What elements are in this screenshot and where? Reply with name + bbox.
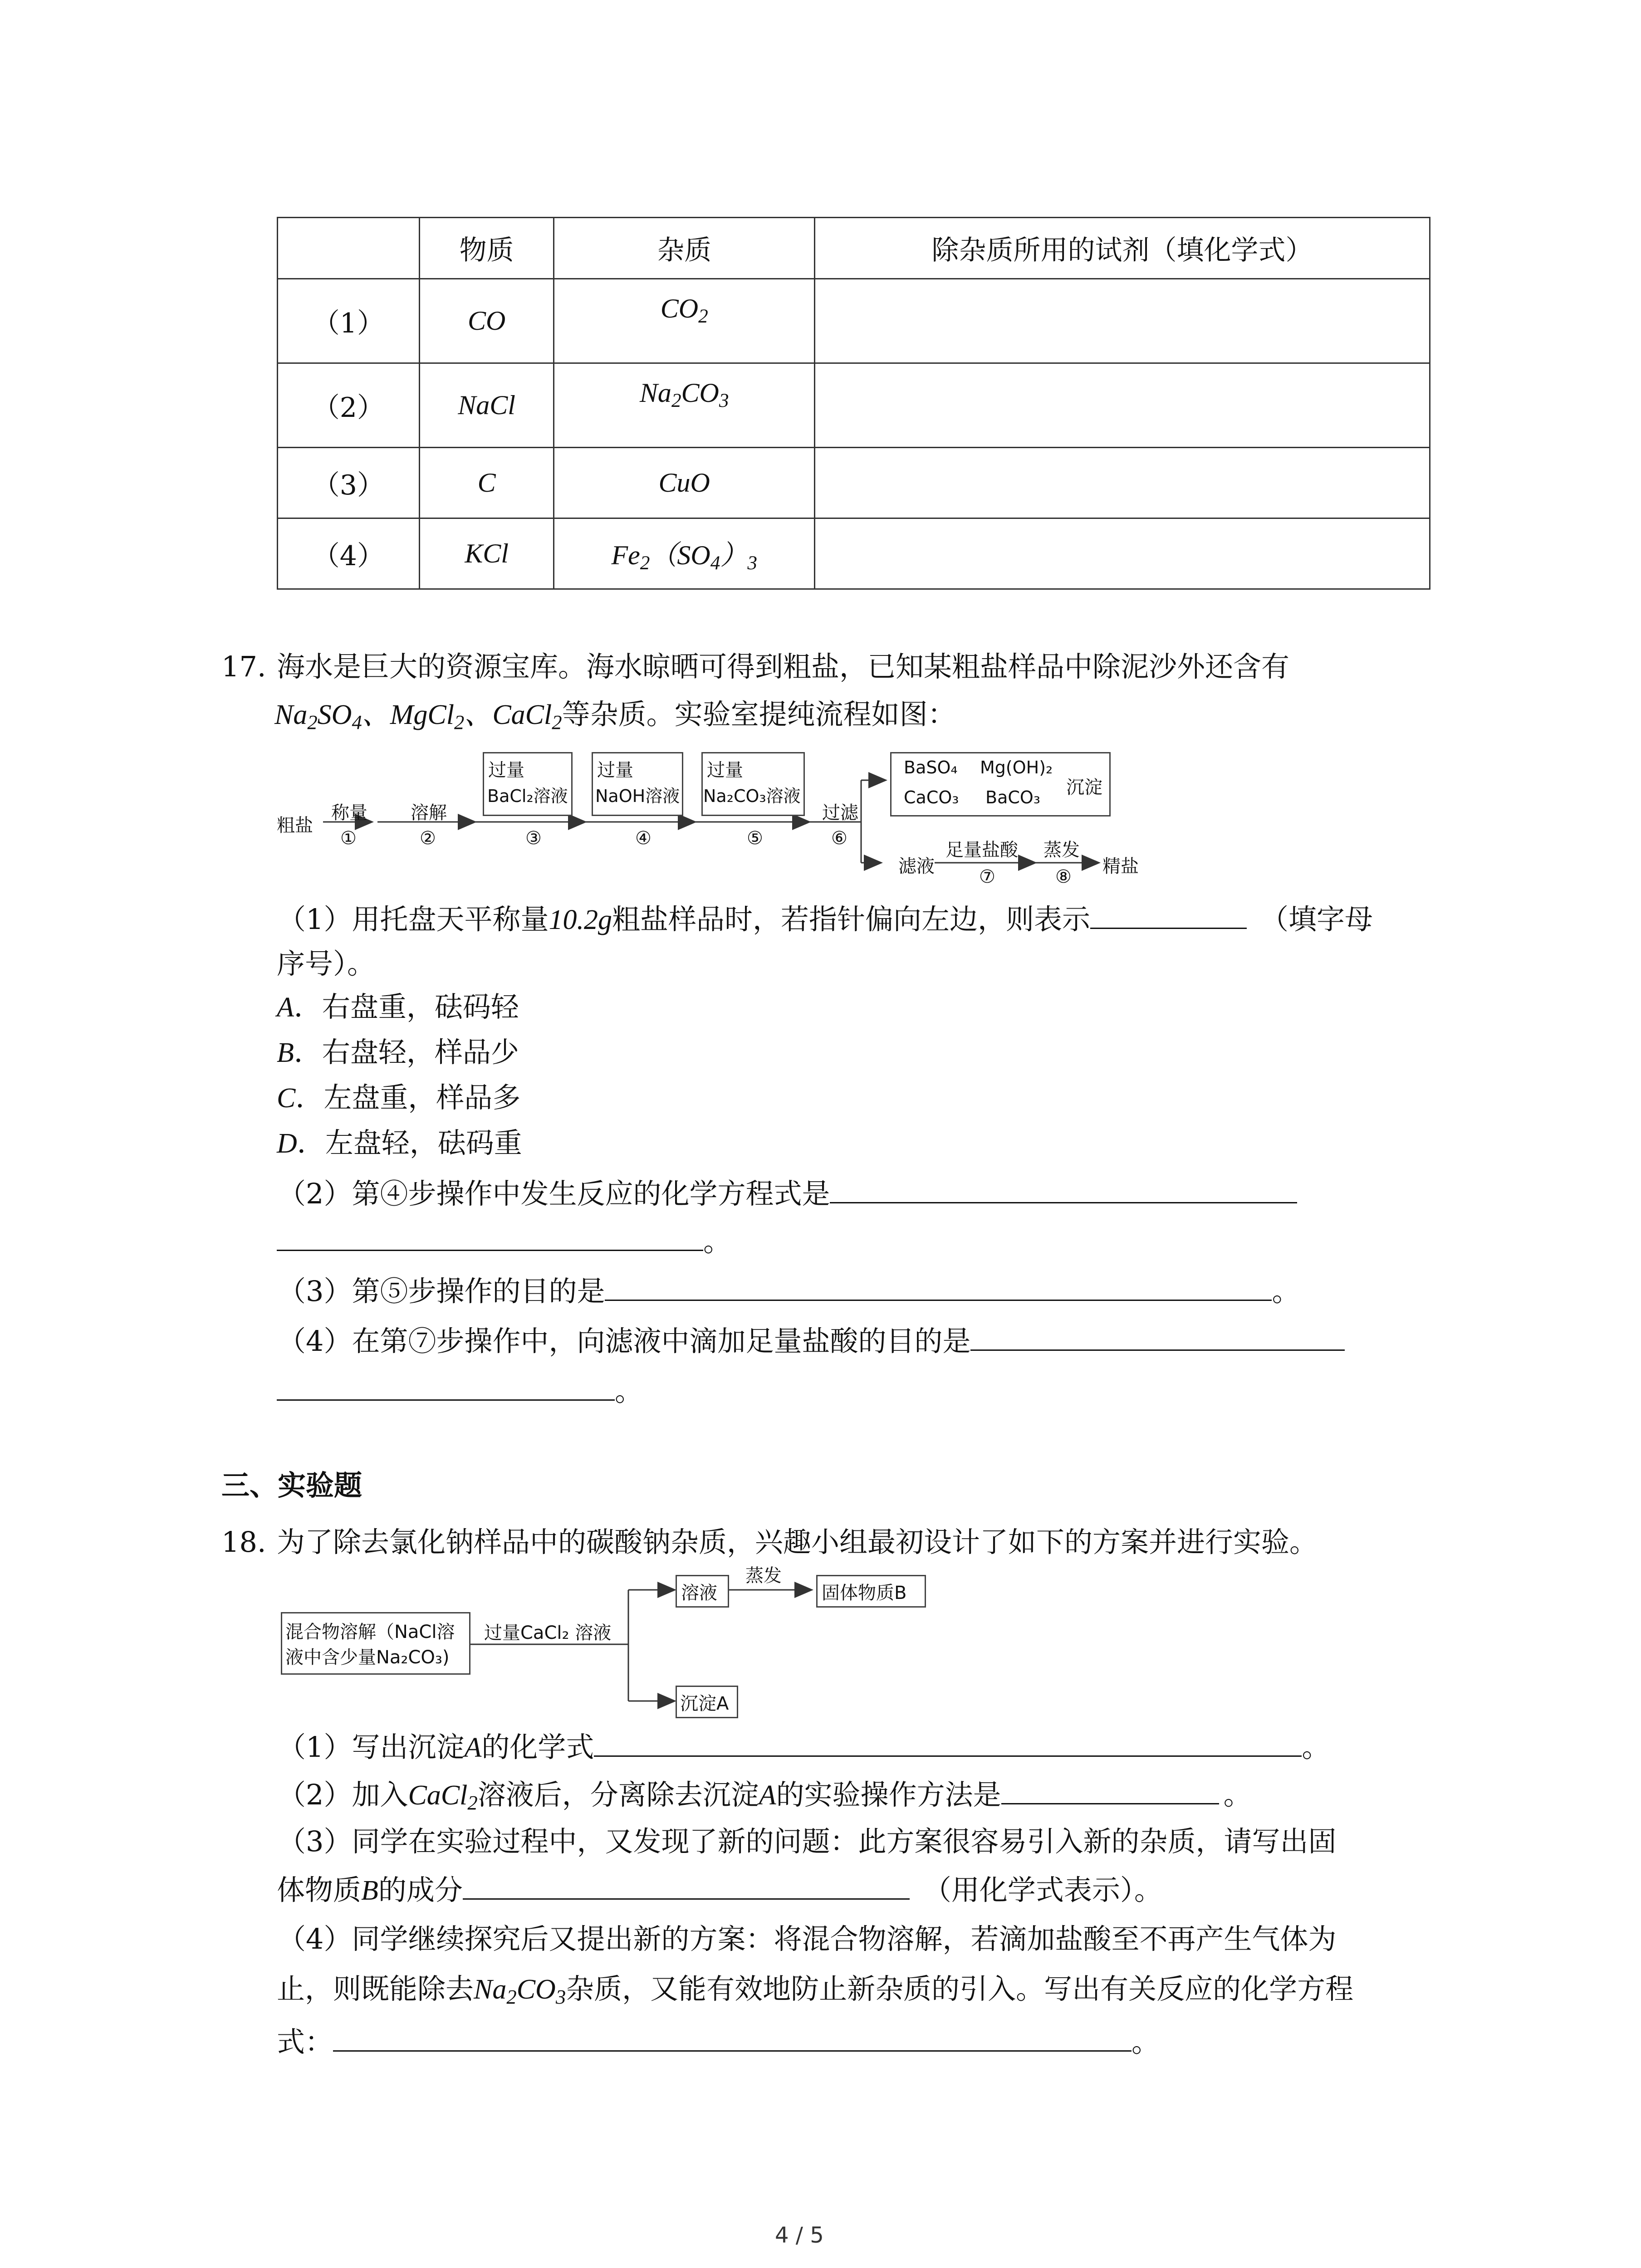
- table-header: [278, 218, 420, 279]
- q18-part2: （2）加入CaCl$_2$溶液后，分离除去沉淀A的实验操作方法是 。: [278, 1771, 1252, 1825]
- flow-step-label: 蒸发: [1043, 840, 1080, 860]
- row-number: （4）: [278, 518, 420, 589]
- q17-part1-cont: 序号）。: [277, 947, 376, 980]
- flow-step-label: 称量: [331, 802, 367, 823]
- solution-text: 溶液: [681, 1583, 717, 1603]
- reagent-cell: [814, 448, 1430, 518]
- q17-option-b: B．右盘轻，样品少: [277, 1036, 519, 1069]
- reagent-cell: [814, 518, 1430, 589]
- impurity-cell: $Na_2CO_3$: [554, 363, 814, 448]
- q18-stem: 为了除去氯化钠样品中的碳酸钠杂质，兴趣小组最初设计了如下的方案并进行实验。: [277, 1525, 1318, 1559]
- flow-step-num: ⑦: [979, 866, 995, 887]
- mixture-text: 液中含少量Na₂CO₃): [285, 1647, 450, 1668]
- answer-blank[interactable]: [1001, 1771, 1219, 1804]
- q17-part4: （4）在第⑦步操作中，向滤液中滴加足量盐酸的目的是: [278, 1318, 1345, 1364]
- q18-flow-diagram: [274, 1565, 955, 1719]
- substance-cell: C: [419, 448, 554, 518]
- answer-blank[interactable]: [605, 1268, 1272, 1301]
- reagent-cell: [814, 279, 1430, 363]
- q18-part1: （1）写出沉淀A的化学式 。: [278, 1724, 1330, 1770]
- table-row: [278, 279, 1430, 363]
- impurity-table: [277, 217, 1430, 590]
- flow-step-label: 过滤: [822, 802, 858, 823]
- mixture-text: 混合物溶解（NaCl溶: [285, 1622, 455, 1642]
- answer-blank[interactable]: [970, 1318, 1345, 1351]
- page-number: 4 / 5: [775, 2223, 824, 2248]
- q17-part3: （3）第⑤步操作的目的是 。: [278, 1268, 1300, 1314]
- q18-part4: （4）同学继续探究后又提出新的方案：将混合物溶解，若滴加盐酸至不再产生气体为: [278, 1922, 1337, 1955]
- flow-step-num: ⑤: [747, 828, 763, 849]
- flow-precipitate-label: 沉淀: [1066, 777, 1102, 798]
- flow-step-num: ⑥: [831, 828, 847, 849]
- q17-stem-line2: $Na_2SO_4$、MgCl$_2$、CaCl$_2$等杂质。实验室提纯流程如图：: [274, 698, 956, 734]
- flow-step-num: ①: [340, 828, 357, 849]
- impurity-cell: $CO_2$: [554, 279, 814, 363]
- table-header: 除杂质所用的试剂（填化学式）: [814, 218, 1430, 279]
- row-number: （1）: [278, 279, 420, 363]
- flow-step-label: 溶解: [411, 802, 447, 823]
- flow-box-text: 过量: [707, 760, 743, 781]
- q17-part4-cont: 。: [277, 1368, 643, 1414]
- answer-blank[interactable]: [463, 1867, 910, 1900]
- flow-start: 粗盐: [277, 815, 313, 836]
- q18-part4-end: 式： 。: [277, 2019, 1160, 2065]
- flow-end: 精盐: [1102, 856, 1139, 877]
- flow-precipitate-item: BaSO₄: [904, 758, 958, 777]
- answer-blank[interactable]: [277, 1368, 615, 1401]
- table-row: [278, 518, 1430, 589]
- flow-step-num: ④: [635, 828, 652, 849]
- flow-box-text: BaCl₂溶液: [487, 786, 568, 806]
- solid-b-text: 固体物质B: [822, 1583, 907, 1603]
- table-header: 物质: [419, 218, 554, 279]
- flow-step-num: ⑧: [1055, 866, 1072, 887]
- q17-option-a: A．右盘重，砝码轻: [277, 990, 519, 1023]
- flow-step-num: ②: [420, 828, 436, 849]
- reagent-cell: [814, 363, 1430, 448]
- table-header: 杂质: [554, 218, 814, 279]
- substance-cell: KCl: [419, 518, 554, 589]
- flow-step-num: ③: [525, 828, 542, 849]
- answer-blank[interactable]: [333, 2019, 1132, 2052]
- flow-step-label: 足量盐酸: [945, 840, 1018, 860]
- table-row: [278, 448, 1430, 518]
- row-number: （3）: [278, 448, 420, 518]
- flow-box-text: 过量: [488, 760, 524, 781]
- flow-precipitate-item: BaCO₃: [985, 787, 1041, 807]
- flow-box-text: Na₂CO₃溶液: [703, 786, 801, 806]
- q17-part2-cont: 。: [277, 1218, 731, 1264]
- row-number: （2）: [278, 363, 420, 448]
- q17-flow-diagram: [272, 744, 1180, 898]
- answer-blank[interactable]: [594, 1724, 1302, 1757]
- precipitate-a-text: 沉淀A: [680, 1693, 729, 1714]
- answer-blank[interactable]: [1090, 896, 1247, 929]
- answer-blank[interactable]: [277, 1218, 703, 1251]
- q18-part3: （3）同学在实验过程中，又发现了新的问题：此方案很容易引入新的杂质，请写出固: [278, 1825, 1337, 1858]
- q17-option-d: D．左盘轻，砝码重: [277, 1126, 522, 1159]
- section-title: 三、实验题: [221, 1469, 362, 1502]
- q17-part2: （2）第④步操作中发生反应的化学方程式是: [278, 1170, 1297, 1217]
- flow-precipitate-item: Mg(OH)₂: [980, 758, 1053, 777]
- q18-part3-cont: 体物质B的成分 （用化学式表示）。: [277, 1867, 1162, 1913]
- q18-part4-cont: 止，则既能除去$Na_2CO_3$杂质，又能有效地防止新杂质的引入。写出有关反应的化学方程: [277, 1972, 1354, 2009]
- flow-filtrate: 滤液: [898, 856, 935, 877]
- flow-box-text: NaOH溶液: [595, 786, 680, 806]
- impurity-cell: CuO: [554, 448, 814, 518]
- substance-cell: CO: [419, 279, 554, 363]
- table-header-row: [278, 218, 1430, 279]
- q17-part1: （1）用托盘天平称量10.2g粗盐样品时，若指针偏向左边，则表示 （填字母: [278, 896, 1373, 943]
- q17-number: 17.: [221, 650, 266, 683]
- evaporate-label: 蒸发: [745, 1565, 782, 1586]
- answer-blank[interactable]: [830, 1170, 1297, 1203]
- table-row: [278, 363, 1430, 448]
- q18-number: 18.: [221, 1525, 266, 1559]
- substance-cell: NaCl: [419, 363, 554, 448]
- flow-box-text: 过量: [597, 760, 633, 781]
- q17-option-c: C．左盘重，样品多: [277, 1081, 521, 1114]
- flow-precipitate-item: CaCO₃: [904, 787, 959, 807]
- impurity-cell: $Fe_2(SO_4)_3$: [554, 518, 814, 589]
- reagent-label: 过量CaCl₂ 溶液: [484, 1623, 612, 1643]
- q17-stem-line1: 海水是巨大的资源宝库。海水晾晒可得到粗盐，已知某粗盐样品中除泥沙外还含有: [277, 650, 1290, 683]
